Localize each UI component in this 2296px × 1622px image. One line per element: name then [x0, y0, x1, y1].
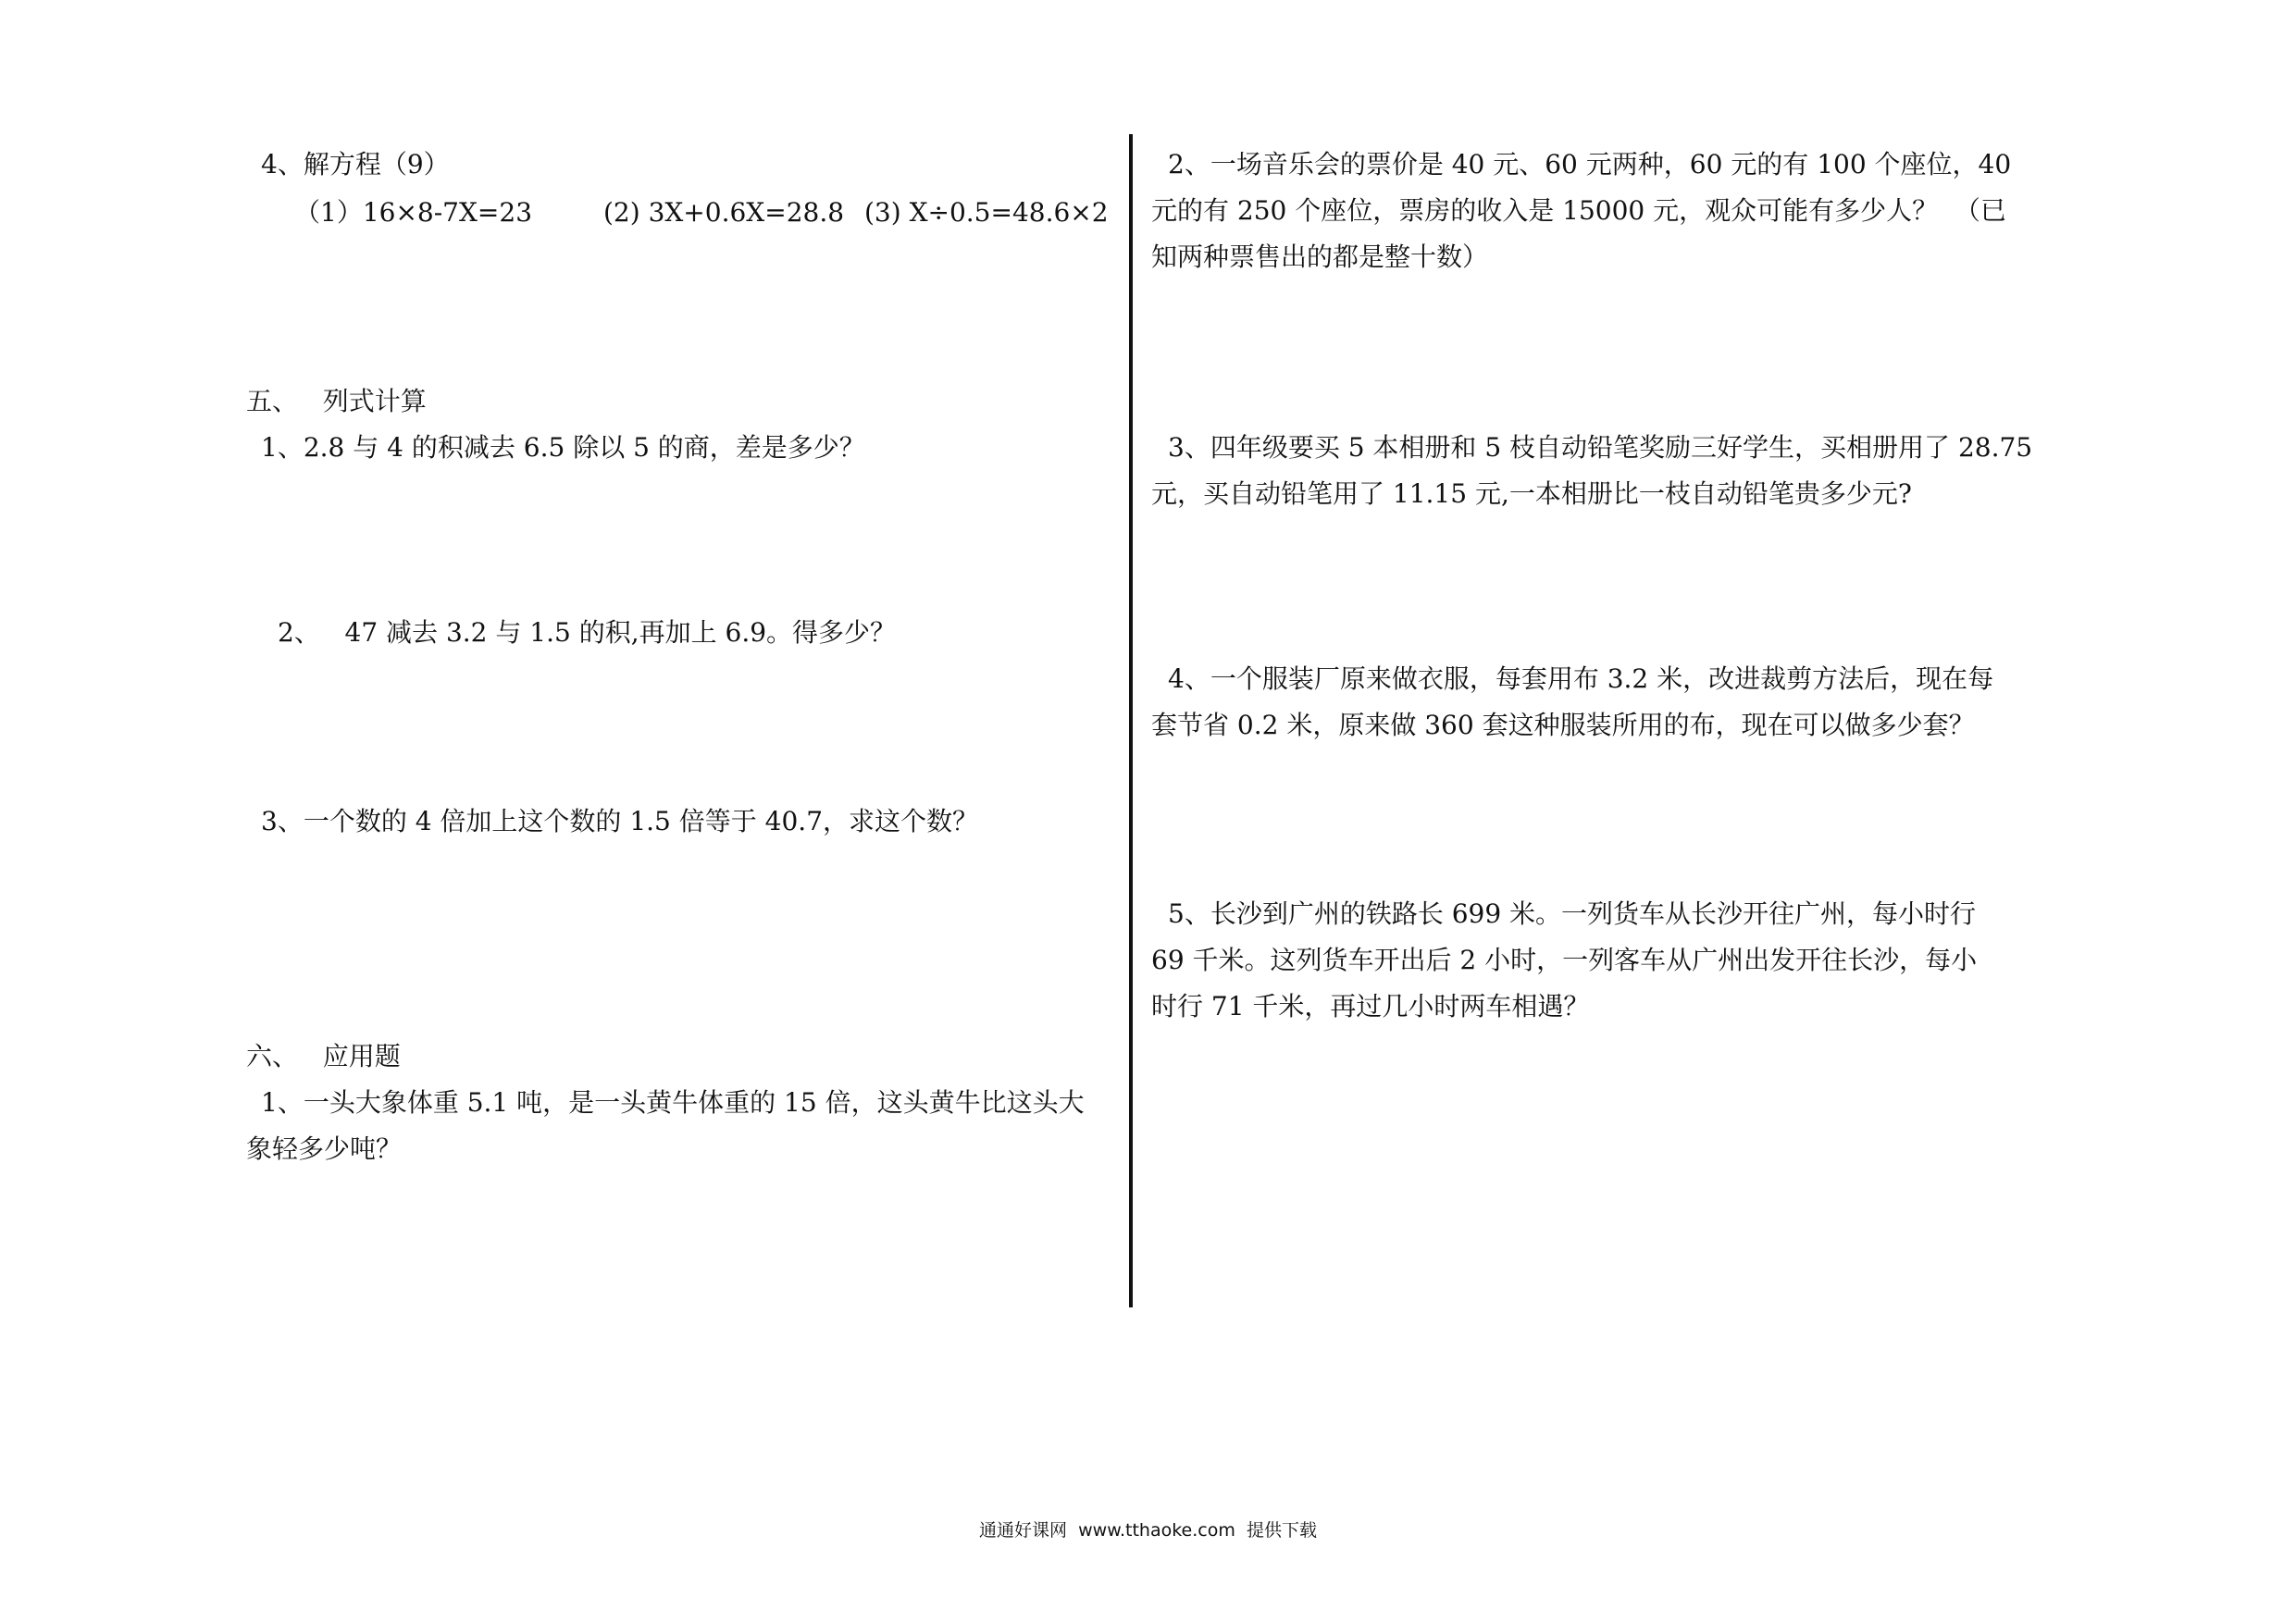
question-2-line-3: 知两种票售出的都是整十数）	[1151, 241, 1489, 272]
section-6-question-1-line-2: 象轻多少吨？	[246, 1133, 403, 1164]
section-5-title: 五、 列式计算	[246, 386, 427, 416]
question-2-line-2: 元的有 250 个座位，票房的收入是 15000 元，观众可能有多少人？ （已	[1151, 195, 2006, 226]
question-3-line-2: 元，买自动铅笔用了 11.15 元,一本相册比一枝自动铅笔贵多少元?	[1151, 478, 1912, 509]
section-5-question-1: 1、2.8 与 4 的积减去 6.5 除以 5 的商，差是多少？	[261, 432, 865, 463]
section-5-question-3: 3、一个数的 4 倍加上这个数的 1.5 倍等于 40.7，求这个数？	[261, 806, 979, 836]
question-3-line-1: 3、四年级要买 5 本相册和 5 枝自动铅笔奖励三好学生，买相册用了 28.75	[1168, 432, 2033, 463]
equation-3: (3) X÷0.5=48.6×2	[864, 197, 1109, 228]
equation-1: （1）16×8-7X=23	[294, 197, 533, 228]
section-4-title: 4、解方程（9）	[261, 149, 450, 180]
section-6-question-1-line-1: 1、一头大象体重 5.1 吨，是一头黄牛体重的 15 倍，这头黄牛比这头大	[261, 1087, 1085, 1118]
question-5-line-1: 5、长沙到广州的铁路长 699 米。一列货车从长沙开往广州，每小时行	[1168, 898, 1977, 929]
footer-source: 通通好课网 www.tthaoke.com 提供下载	[979, 1520, 1317, 1541]
question-4-line-1: 4、一个服装厂原来做衣服，每套用布 3.2 米，改进裁剪方法后，现在每	[1168, 663, 1994, 694]
question-2-line-1: 2、一场音乐会的票价是 40 元、60 元两种，60 元的有 100 个座位，40	[1168, 149, 2012, 180]
question-5-line-2: 69 千米。这列货车开出后 2 小时，一列客车从广州出发开往长沙，每小	[1151, 945, 1978, 975]
column-divider	[1129, 134, 1133, 1307]
equation-2: (2) 3X+0.6X=28.8	[603, 197, 845, 228]
question-5-line-3: 时行 71 千米，再过几小时两车相遇？	[1151, 991, 1590, 1021]
section-6-title: 六、 应用题	[246, 1041, 401, 1071]
question-4-line-2: 套节省 0.2 米，原来做 360 套这种服装所用的布，现在可以做多少套？	[1151, 710, 1975, 740]
section-5-question-2: 2、 47 减去 3.2 与 1.5 的积,再加上 6.9。得多少？	[278, 617, 897, 648]
